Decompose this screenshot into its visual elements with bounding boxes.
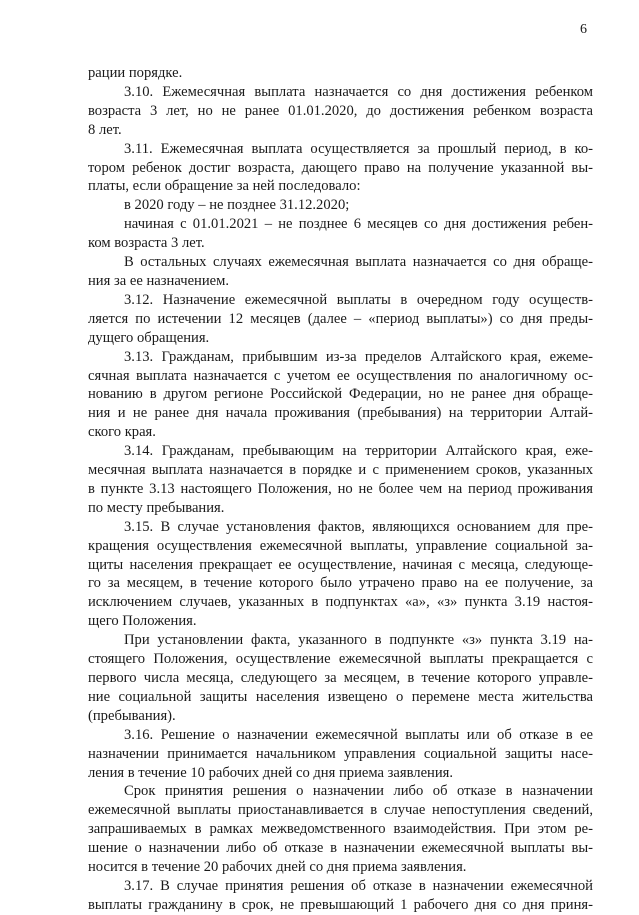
text-line: тором ребенок достиг возраста, дающего право на получение указанной вы- bbox=[88, 159, 593, 176]
text-line: дущего обращения. bbox=[88, 329, 210, 346]
text-line: рации порядке. bbox=[88, 65, 183, 81]
text-line: ского края. bbox=[88, 424, 156, 441]
text-line: щиты населения прекращает ее осуществление, начиная с месяца, следующе- bbox=[88, 556, 593, 573]
text-line: 3.17. В случае принятия решения об отказе в назначении ежемесячной bbox=[124, 877, 593, 894]
text-line: первого числа месяца, следующего за месяцем, в течение которого управле- bbox=[88, 670, 593, 686]
text-line: 3.12. Назначение ежемесячной выплаты в очередном году осуществ- bbox=[124, 291, 593, 308]
text-line: 8 лет. bbox=[88, 121, 122, 138]
text-line: 3.10. Ежемесячная выплата назначается со дня достижения ребенком bbox=[124, 83, 593, 100]
text-line: Срок принятия решения о назначении либо об отказе в назначении bbox=[124, 783, 593, 800]
document-body bbox=[88, 64, 593, 915]
text-line: ком возраста 3 лет. bbox=[88, 235, 205, 252]
text-line: месячная выплата назначается в порядке и с применением сроков, указанных bbox=[88, 462, 593, 479]
text-line: ния и не ранее дня начала проживания (пребывания) на территории Алтай- bbox=[88, 405, 593, 422]
text-line: исключением случаев, указанных в подпунктах «а», «з» пункта 3.19 настоя- bbox=[88, 594, 593, 611]
text-line: по месту пребывания. bbox=[88, 499, 225, 516]
text-line: в пункте 3.13 настоящего Положения, но не более чем на период проживания bbox=[88, 480, 593, 497]
text-line: При установлении факта, указанного в подпункте «з» пункта 3.19 на- bbox=[124, 632, 593, 649]
page-number: 6 bbox=[580, 22, 587, 37]
text-line: назначении принимается начальником управления социальной защиты насе- bbox=[88, 745, 593, 762]
text-line: платы, если обращение за ней последовало: bbox=[88, 178, 361, 195]
text-line: ления в течение 10 рабочих дней со дня приема заявления. bbox=[88, 764, 454, 781]
text-line: 3.15. В случае установления фактов, являющихся основанием для пре- bbox=[124, 518, 593, 535]
text-line: В остальных случаях ежемесячная выплата назначается со дня обраще- bbox=[124, 254, 593, 271]
text-line: кращения осуществления ежемесячной выплаты, управление социальной за- bbox=[88, 537, 593, 554]
text-line: щего Положения. bbox=[88, 613, 197, 630]
text-line: 3.11. Ежемесячная выплата осуществляется за прошлый период, в ко- bbox=[124, 140, 593, 157]
text-line: запрашиваемых в рамках межведомственного взаимодействия. При этом ре- bbox=[88, 821, 593, 838]
text-line: ние социальной защиты населения извещено о перемене места жительства bbox=[88, 688, 593, 705]
text-line: начиная с 01.01.2021 – не позднее 6 месяцев со дня достижения ребен- bbox=[124, 216, 593, 233]
text-line: возраста 3 лет, но не ранее 01.01.2020, до достижения ребенком возраста bbox=[88, 102, 593, 119]
text-line: шение о назначении либо об отказе в назначении ежемесячной выплаты вы- bbox=[88, 840, 593, 857]
text-line: выплаты гражданину в срок, не превышающий 1 рабочего дня со дня приня- bbox=[88, 896, 593, 913]
text-line: носится в течение 20 рабочих дней со дня приема заявления. bbox=[88, 859, 467, 876]
text-line: стоящего Положения, осуществление ежемесячной выплаты прекращается с bbox=[88, 651, 593, 668]
text-line: го за месяцем, в течение которого было утрачено право на ее получение, за bbox=[88, 575, 593, 592]
text-line: 3.16. Решение о назначении ежемесячной выплаты или об отказе в ее bbox=[124, 726, 593, 743]
text-line: ния за ее назначением. bbox=[88, 272, 230, 289]
text-line: в 2020 году – не позднее 31.12.2020; bbox=[124, 197, 350, 214]
text-line: (пребывания). bbox=[88, 707, 176, 724]
text-line: ляется по истечении 12 месяцев (далее – «период выплаты») со дня преды- bbox=[88, 310, 593, 327]
text-line: сячная выплата назначается с учетом ее осуществления по аналогичному ос- bbox=[88, 367, 593, 384]
text-line: 3.14. Гражданам, пребывающим на территории Алтайского края, еже- bbox=[124, 443, 593, 460]
text-line: нованию в другом регионе Российской Федерации, но не ранее дня обраще- bbox=[88, 386, 593, 403]
text-line: 3.13. Гражданам, прибывшим из-за пределов Алтайского края, ежеме- bbox=[124, 348, 593, 365]
text-line: ежемесячной выплаты приостанавливается в случае непоступления сведений, bbox=[88, 802, 593, 819]
